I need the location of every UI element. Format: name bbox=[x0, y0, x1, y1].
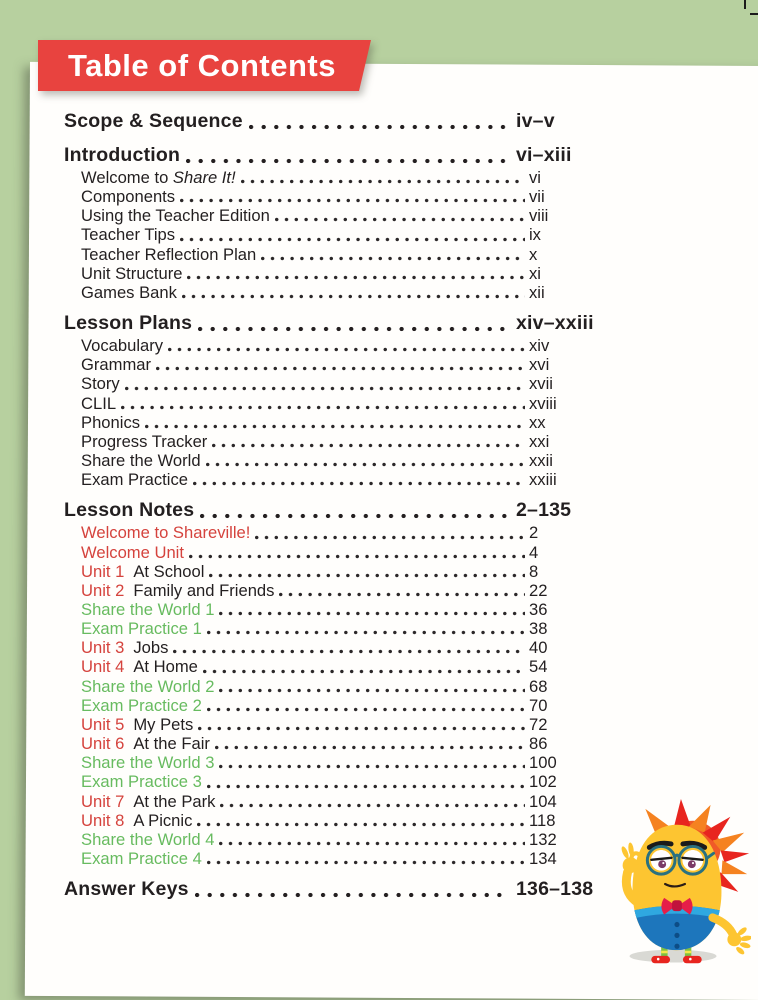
entry-label-part: Lesson Plans bbox=[64, 312, 193, 335]
entry-label bbox=[81, 581, 274, 600]
page-number: 2–135 bbox=[516, 499, 572, 522]
entry-label-part: Welcome Unit bbox=[81, 542, 184, 562]
entry-label bbox=[64, 108, 243, 134]
toc-entry-row bbox=[64, 523, 606, 542]
leader-dots bbox=[212, 443, 525, 448]
entry-label-part: Unit 6 bbox=[81, 734, 125, 754]
leader-dots bbox=[255, 535, 525, 540]
toc-entry-row bbox=[64, 657, 606, 676]
page-number: 4 bbox=[529, 542, 539, 562]
toc-entry-row bbox=[64, 336, 606, 355]
leader-dots bbox=[275, 217, 525, 222]
toc-heading-row bbox=[64, 142, 606, 168]
entry-label bbox=[81, 696, 202, 715]
leader-dots bbox=[207, 784, 525, 789]
toc-entry-row bbox=[64, 792, 606, 811]
entry-label-part: Unit 3 bbox=[81, 638, 125, 658]
page-number: 54 bbox=[529, 657, 548, 677]
entry-label bbox=[81, 753, 214, 772]
entry-label-part: Unit 1 bbox=[81, 561, 125, 581]
toc-entry-row bbox=[64, 374, 606, 393]
entry-label-part: Share the World 4 bbox=[81, 829, 215, 849]
entry-label-part: Unit 5 bbox=[81, 714, 125, 734]
entry-label-part: Introduction bbox=[64, 144, 181, 166]
leader-dots bbox=[168, 347, 525, 352]
leader-dots bbox=[207, 707, 525, 712]
page-banner bbox=[38, 40, 371, 91]
entry-label bbox=[81, 451, 201, 470]
toc-entry-row bbox=[64, 849, 606, 868]
entry-label-part: Games Bank bbox=[81, 282, 177, 302]
toc-entry-row bbox=[64, 830, 606, 849]
page-number: xxiii bbox=[529, 470, 557, 490]
entry-label bbox=[81, 657, 198, 676]
entry-label bbox=[81, 677, 214, 696]
leader-dots bbox=[121, 405, 525, 410]
entry-label-part: Lesson Notes bbox=[64, 499, 195, 522]
page-number: 118 bbox=[529, 810, 556, 830]
page-number: 86 bbox=[529, 734, 548, 754]
toc-entry-row bbox=[64, 638, 606, 657]
entry-label-part: Share It! bbox=[172, 168, 236, 187]
entry-label-part: Exam Practice 2 bbox=[81, 695, 202, 715]
page-number: 2 bbox=[529, 523, 539, 543]
leader-dots bbox=[156, 366, 525, 371]
entry-label bbox=[81, 715, 193, 734]
toc-entry-row bbox=[64, 715, 606, 734]
leader-dots bbox=[241, 179, 525, 184]
entry-label-part: Share the World 3 bbox=[81, 753, 215, 773]
page-number: xi bbox=[529, 263, 541, 283]
page-number: 36 bbox=[529, 599, 548, 619]
leader-dots bbox=[197, 822, 525, 827]
toc-heading-row bbox=[64, 108, 606, 134]
entry-label bbox=[81, 336, 163, 355]
leader-dots bbox=[189, 554, 525, 559]
entry-label bbox=[81, 374, 120, 393]
leader-dots bbox=[193, 481, 525, 486]
entry-label bbox=[81, 187, 175, 206]
leader-dots bbox=[182, 294, 525, 299]
entry-label-part: Welcome to bbox=[81, 168, 173, 187]
toc-entry-row bbox=[64, 543, 606, 562]
leader-dots bbox=[219, 688, 525, 693]
toc-entry-row bbox=[64, 187, 606, 206]
leader-dots bbox=[249, 124, 509, 130]
page-number: 38 bbox=[529, 619, 548, 639]
entry-label bbox=[81, 523, 250, 542]
toc-entry-row bbox=[64, 696, 606, 715]
page-number: xviii bbox=[529, 393, 557, 413]
entry-label-part: Unit 8 bbox=[81, 810, 125, 830]
leader-dots bbox=[209, 573, 525, 578]
page-number: xvii bbox=[529, 374, 553, 394]
mascot-character-icon bbox=[601, 799, 751, 967]
page-number: xxi bbox=[529, 431, 550, 451]
entry-label-part: Share the World 1 bbox=[81, 599, 215, 619]
entry-label-part: Grammar bbox=[81, 355, 152, 375]
toc-entry-row bbox=[64, 753, 606, 772]
entry-label bbox=[81, 849, 202, 868]
entry-label bbox=[81, 225, 175, 244]
leader-dots bbox=[125, 386, 525, 391]
toc-entry-row bbox=[64, 206, 606, 225]
entry-label bbox=[81, 394, 116, 413]
page-number: ix bbox=[529, 225, 541, 245]
toc-heading-row bbox=[64, 310, 606, 336]
leader-dots bbox=[187, 275, 525, 280]
toc-heading-row bbox=[64, 876, 606, 902]
entry-label-part: Exam Practice bbox=[81, 470, 188, 490]
entry-label bbox=[81, 811, 192, 830]
entry-label-part: Jobs bbox=[133, 638, 169, 658]
page-number: xvi bbox=[529, 355, 550, 375]
page-number: 136–138 bbox=[516, 878, 594, 901]
toc-entry-row bbox=[64, 245, 606, 264]
toc-entry-row bbox=[64, 264, 606, 283]
crop-mark-icon bbox=[750, 13, 758, 15]
toc-entry-row bbox=[64, 619, 606, 638]
entry-label bbox=[64, 142, 180, 168]
entry-label bbox=[64, 876, 189, 902]
leader-dots bbox=[203, 669, 525, 674]
entry-label bbox=[81, 638, 168, 657]
toc-entry-row bbox=[64, 413, 606, 432]
entry-label-part: Teacher Reflection Plan bbox=[81, 244, 257, 264]
leader-dots bbox=[215, 745, 525, 750]
entry-label-part: Unit 4 bbox=[81, 657, 125, 677]
entry-label bbox=[64, 497, 194, 523]
page-number: 134 bbox=[529, 849, 557, 868]
leader-dots bbox=[173, 649, 525, 654]
page-number: vii bbox=[529, 187, 545, 207]
entry-label bbox=[81, 264, 182, 283]
entry-label bbox=[81, 168, 236, 187]
entry-label bbox=[81, 413, 140, 432]
leader-dots bbox=[219, 611, 525, 616]
toc-entry-row bbox=[64, 734, 606, 753]
leader-dots bbox=[207, 860, 525, 865]
entry-label-part: Answer Keys bbox=[64, 878, 189, 901]
page-number: 40 bbox=[529, 638, 548, 658]
leader-dots bbox=[198, 726, 525, 731]
entry-label bbox=[81, 355, 151, 374]
entry-label-part: CLIL bbox=[81, 393, 117, 413]
leader-dots bbox=[207, 630, 525, 635]
entry-label-part: At School bbox=[133, 561, 205, 581]
toc-entry-row bbox=[64, 581, 606, 600]
entry-label-part: Unit 2 bbox=[81, 580, 125, 600]
entry-label-part: My Pets bbox=[133, 714, 194, 734]
page-number: xxii bbox=[529, 451, 553, 471]
entry-label bbox=[81, 543, 184, 562]
entry-label-part: Story bbox=[81, 374, 120, 394]
crop-mark-icon bbox=[744, 0, 746, 9]
entry-label-part: Phonics bbox=[81, 412, 141, 432]
toc-list bbox=[64, 100, 606, 902]
page-number: viii bbox=[529, 206, 549, 226]
toc-entry-row bbox=[64, 677, 606, 696]
entry-label-part: Using the Teacher Edition bbox=[81, 206, 270, 226]
entry-label-part: Welcome to Shareville! bbox=[81, 523, 251, 543]
toc-entry-row bbox=[64, 470, 606, 489]
leader-dots bbox=[180, 198, 525, 203]
entry-label-part: Exam Practice 4 bbox=[81, 849, 202, 868]
leader-dots bbox=[180, 237, 525, 242]
page-number: xii bbox=[529, 282, 545, 302]
entry-label bbox=[81, 206, 270, 225]
entry-label-part: Vocabulary bbox=[81, 336, 164, 356]
page-number: xiv–xxiii bbox=[516, 312, 594, 335]
leader-dots bbox=[279, 592, 525, 597]
page-number: 22 bbox=[529, 580, 548, 600]
entry-label bbox=[81, 734, 210, 753]
entry-label-part: Teacher Tips bbox=[81, 225, 176, 245]
entry-label bbox=[81, 245, 256, 264]
entry-label bbox=[81, 432, 207, 451]
leader-dots bbox=[195, 892, 509, 898]
entry-label bbox=[64, 310, 192, 336]
page-number: xiv bbox=[529, 336, 550, 356]
leader-dots bbox=[186, 158, 509, 164]
entry-label bbox=[81, 830, 214, 849]
toc-entry-row bbox=[64, 451, 606, 470]
leader-dots bbox=[206, 462, 525, 467]
entry-label bbox=[81, 772, 202, 791]
page-number: 70 bbox=[529, 695, 548, 715]
toc-entry-row bbox=[64, 772, 606, 791]
entry-label bbox=[81, 619, 202, 638]
page-number: 132 bbox=[529, 829, 557, 849]
page-number: 8 bbox=[529, 561, 539, 581]
entry-label-part: Family and Friends bbox=[133, 580, 275, 600]
toc-entry-row bbox=[64, 168, 606, 187]
page-number: iv–v bbox=[516, 110, 555, 132]
entry-label-part: Unit Structure bbox=[81, 263, 183, 283]
page-number: xx bbox=[529, 412, 546, 432]
leader-dots bbox=[198, 326, 509, 332]
leader-dots bbox=[200, 513, 509, 519]
toc-entry-row bbox=[64, 225, 606, 244]
entry-label-part: At the Fair bbox=[133, 734, 210, 754]
page-number: vi bbox=[529, 168, 541, 187]
toc-heading-row bbox=[64, 497, 606, 523]
entry-label-part: At Home bbox=[133, 657, 198, 677]
entry-label-part: Components bbox=[81, 187, 176, 207]
entry-label-part: Exam Practice 3 bbox=[81, 772, 202, 792]
entry-label bbox=[81, 792, 215, 811]
entry-label-part: Share the World 2 bbox=[81, 676, 215, 696]
leader-dots bbox=[219, 764, 525, 769]
entry-label bbox=[81, 470, 188, 489]
toc-entry-row bbox=[64, 562, 606, 581]
page-title: Table of Contents bbox=[68, 48, 336, 83]
toc-entry-row bbox=[64, 600, 606, 619]
entry-label bbox=[81, 283, 177, 302]
page-number: 102 bbox=[529, 772, 557, 792]
entry-label-part: Exam Practice 1 bbox=[81, 619, 202, 639]
toc-entry-row bbox=[64, 355, 606, 374]
entry-label-part: Unit 7 bbox=[81, 791, 125, 811]
entry-label-part: Share the World bbox=[81, 451, 201, 471]
entry-label-part: A Picnic bbox=[133, 810, 193, 830]
page-number: 104 bbox=[529, 791, 557, 811]
toc-entry-row bbox=[64, 394, 606, 413]
entry-label bbox=[81, 600, 214, 619]
leader-dots bbox=[219, 841, 525, 846]
entry-label-part: Scope & Sequence bbox=[64, 110, 243, 132]
leader-dots bbox=[145, 424, 525, 429]
page-number: x bbox=[529, 244, 538, 264]
toc-entry-row bbox=[64, 283, 606, 302]
page-number: 100 bbox=[529, 753, 557, 773]
page-number: vi–xiii bbox=[516, 144, 572, 166]
toc-entry-row bbox=[64, 432, 606, 451]
page-number: 72 bbox=[529, 714, 548, 734]
toc-entry-row bbox=[64, 811, 606, 830]
leader-dots bbox=[220, 803, 525, 808]
entry-label-part: At the Park bbox=[133, 791, 216, 811]
leader-dots bbox=[261, 256, 525, 261]
page-number: 68 bbox=[529, 676, 548, 696]
entry-label-part: Progress Tracker bbox=[81, 431, 208, 451]
entry-label bbox=[81, 562, 204, 581]
